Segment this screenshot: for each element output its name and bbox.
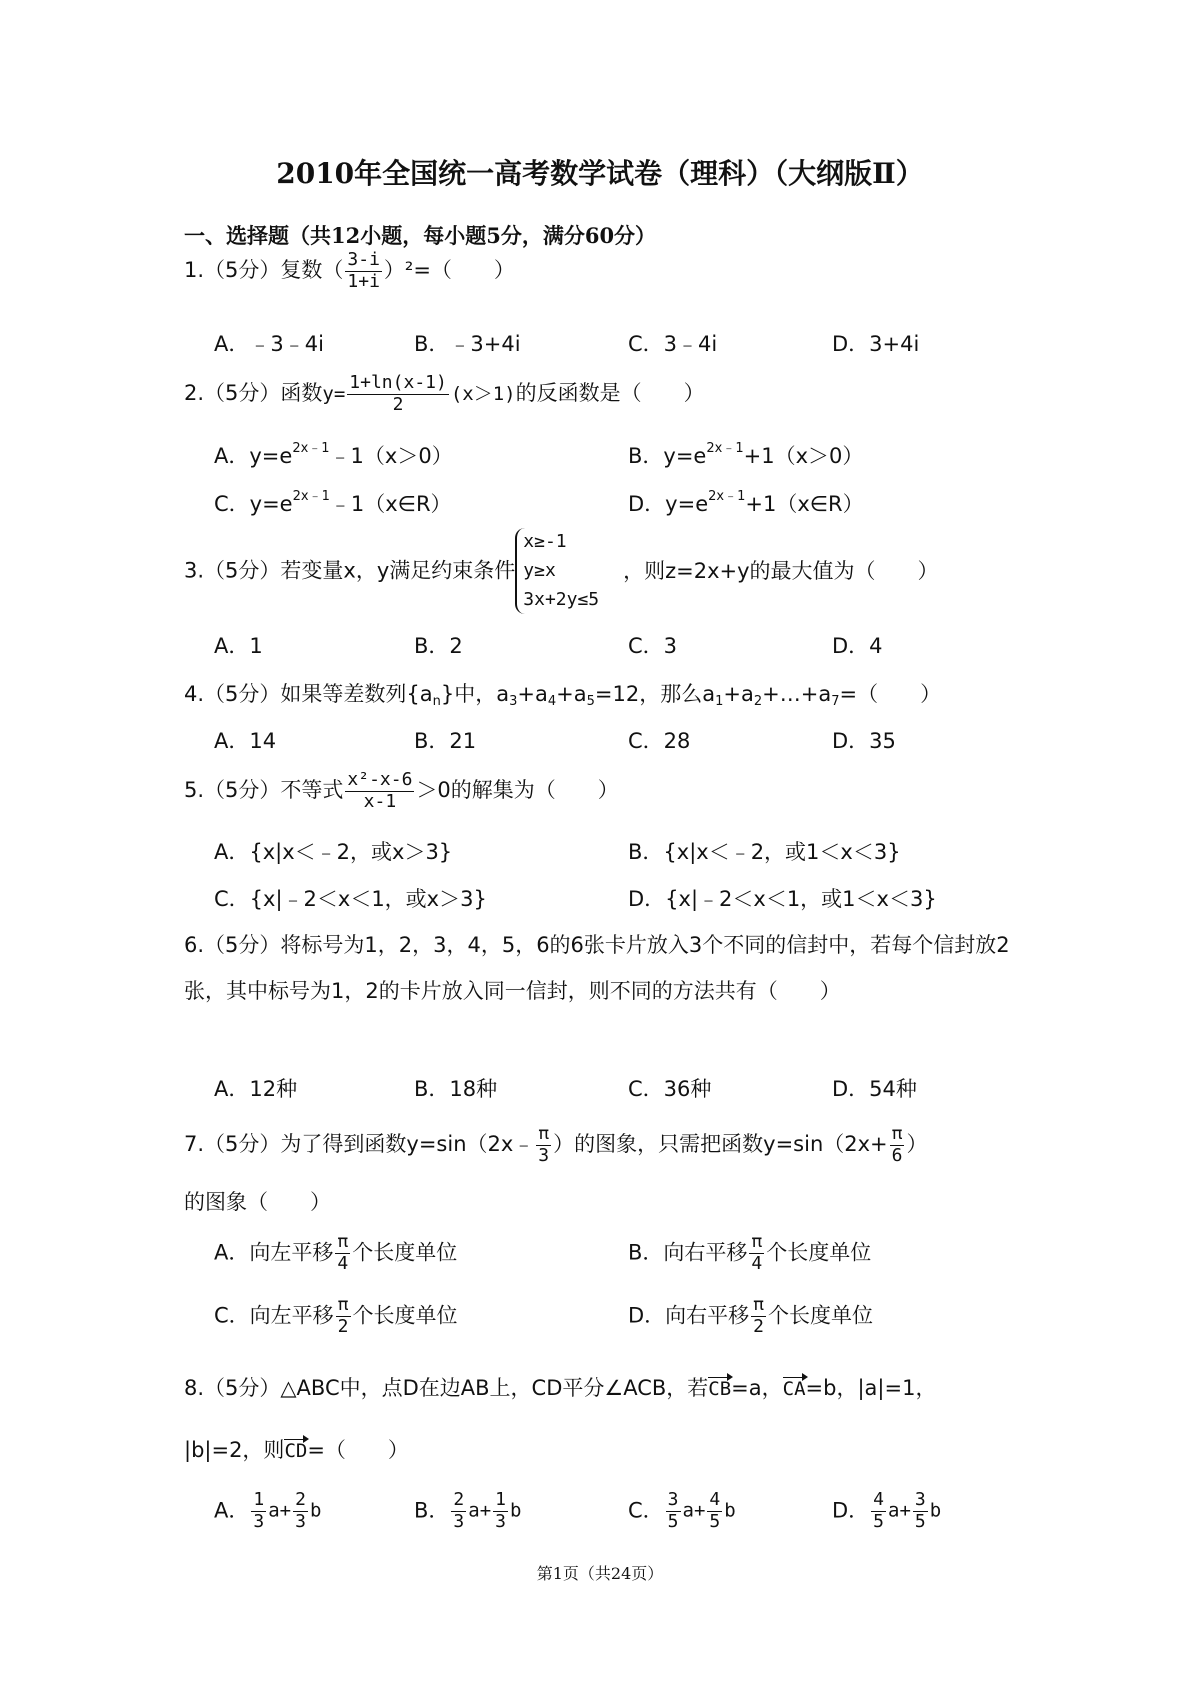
q6-option-a[interactable]: A．12种	[214, 1077, 298, 1101]
q8-option-b[interactable]: B． $\frac{2}{3}$ a+ $\frac{1}{3}$ b	[414, 1489, 522, 1532]
q1-option-c[interactable]: C．3﹣4i	[628, 332, 718, 356]
q4-option-b[interactable]: B．21	[414, 729, 477, 753]
q2-option-b[interactable]: B．$y=e^{2x﹣1}+1(x>0)$	[628, 441, 864, 468]
vector-ca: CA	[782, 1378, 806, 1400]
constraint-system: x≥-1 y≥x 3x+2y≤5	[515, 528, 599, 614]
q1-option-b[interactable]: B．﹣3+4i	[414, 332, 521, 356]
question-8-line2: |b|=2，则CD=（ ）	[184, 1438, 409, 1462]
page-footer: 第1页（共24页）	[536, 1564, 664, 1583]
section-heading: 一、选择题（共12小题，每小题5分，满分60分）	[184, 223, 657, 248]
fraction-pi-6: $\frac{\pi}{6}$	[891, 1123, 903, 1166]
q1-option-d[interactable]: D．3+4i	[832, 332, 920, 356]
question-7-line2: 的图象（ ）	[184, 1190, 331, 1214]
question-7: 7.（5分）为了得到函数y=sin（2x﹣ $\frac{\pi}{3}$ ）的图象，只需把函数y=sin（2x+ $\frac{\pi}{6}$ ）	[184, 1123, 928, 1166]
q8-option-c[interactable]: C． $\frac{3}{5}$ a+ $\frac{4}{5}$ b	[628, 1489, 736, 1532]
q5-option-a[interactable]: A．{x|x＜﹣2，或x＞3}	[214, 840, 453, 864]
fraction: $\frac{3-i}{1+i}$	[347, 249, 380, 292]
question-4: 4.（5分）如果等差数列$\{a_n\}$中，$a_3+a_4+a_5=12$，那么$a_1+a_2+\dots+a_7=$（ ）	[184, 682, 942, 709]
question-1: 1.（5分）复数（ $\frac{3-i}{1+i}$ ）²=（ ）	[184, 249, 515, 292]
fraction-pi-3: $\frac{\pi}{3}$	[538, 1123, 550, 1166]
q6-option-c[interactable]: C．36种	[628, 1077, 712, 1101]
q4-option-a[interactable]: A．14	[214, 729, 277, 753]
q8-option-a[interactable]: A． $\frac{1}{3}$ a+ $\frac{2}{3}$ b	[214, 1489, 322, 1532]
q5-option-b[interactable]: B．{x|x＜﹣2，或1＜x＜3}	[628, 840, 901, 864]
q5-option-c[interactable]: C．{x|﹣2＜x＜1，或x＞3}	[214, 887, 487, 911]
question-3: 3.（5分）若变量x，y满足约束条件x≥-1 y≥x 3x+2y≤5，则z=2x+y的最大值为（ ）	[184, 528, 939, 614]
fraction: $\frac{1+\ln(x-1)}{2}$	[349, 372, 447, 415]
q5-option-d[interactable]: D．{x|﹣2＜x＜1，或1＜x＜3}	[628, 887, 937, 911]
q7-option-d[interactable]: D．向右平移 $\frac{\pi}{2}$ 个长度单位	[628, 1294, 874, 1337]
question-6: 6.（5分）将标号为1，2，3，4，5，6的6张卡片放入3个不同的信封中，若每个信封放2张，其中标号为1，2的卡片放入同一信封，则不同的方法共有（ ）	[184, 933, 1010, 1003]
question-8: 8.（5分）△ABC中，点D在边AB上，CD平分∠ACB，若CB=a，CA=b，|a|=1，	[184, 1376, 937, 1400]
question-2: 2.（5分）函数y= $\frac{1+\ln(x-1)}{2}$ (x＞1)的反函数是（ ）	[184, 372, 705, 415]
q2-option-d[interactable]: D．$y=e^{2x﹣1}+1(x\in R)$	[628, 489, 864, 516]
vector-cb: CB	[708, 1378, 732, 1400]
q7-option-b[interactable]: B．向右平移 $\frac{\pi}{4}$ 个长度单位	[628, 1231, 872, 1274]
q2-option-c[interactable]: C．$y=e^{2x﹣1}﹣1(x\in R)$	[214, 489, 452, 516]
q4-option-c[interactable]: C．28	[628, 729, 691, 753]
q8-option-d[interactable]: D． $\frac{4}{5}$ a+ $\frac{3}{5}$ b	[832, 1489, 942, 1532]
q1-option-a[interactable]: A．﹣3﹣4i	[214, 332, 324, 356]
q3-option-b[interactable]: B．2	[414, 634, 463, 658]
q2-option-a[interactable]: A．$y=e^{2x﹣1}﹣1(x>0)$	[214, 441, 453, 468]
q7-option-c[interactable]: C．向左平移 $\frac{\pi}{2}$ 个长度单位	[214, 1294, 458, 1337]
vector-cd: CD	[284, 1440, 308, 1462]
q3-option-c[interactable]: C．3	[628, 634, 678, 658]
page-title: 2010年全国统一高考数学试卷（理科）（大纲版Ⅱ）	[276, 157, 924, 190]
q3-option-d[interactable]: D．4	[832, 634, 883, 658]
q4-option-d[interactable]: D．35	[832, 729, 896, 753]
fraction: $\frac{\text{x²-x-6}}{x-1}$	[347, 769, 413, 812]
q6-option-d[interactable]: D．54种	[832, 1077, 917, 1101]
q6-option-b[interactable]: B．18种	[414, 1077, 498, 1101]
question-5: 5.（5分）不等式 $\frac{\text{x²-x-6}}{x-1}$ ＞0的解集为（ ）	[184, 769, 619, 812]
q3-option-a[interactable]: A．1	[214, 634, 263, 658]
q7-option-a[interactable]: A．向左平移 $\frac{\pi}{4}$ 个长度单位	[214, 1231, 458, 1274]
